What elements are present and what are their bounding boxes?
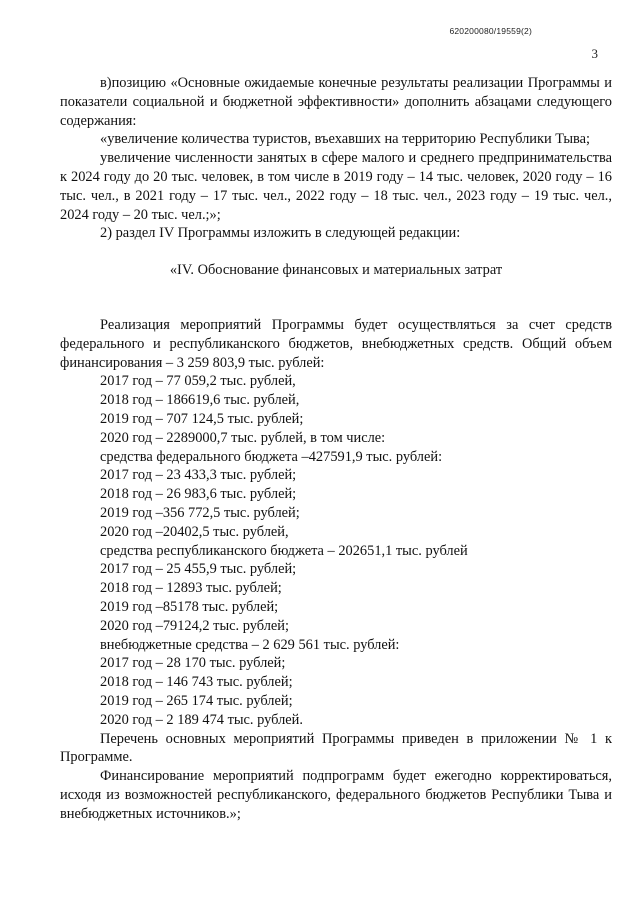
funding-line: 2020 год –79124,2 тыс. рублей; bbox=[100, 617, 289, 634]
spacer bbox=[60, 298, 612, 316]
section-heading: «IV. Обоснование финансовых и материальных затрат bbox=[169, 262, 503, 279]
paragraph-financing-adjustment: Финансирование мероприятий подпрограмм будет ежегодно корректироваться, исходя из возможностей республиканского, федерального бюджетов Республики Тыва и внебюджетных источников.»; bbox=[60, 768, 612, 822]
paragraph-appendix-reference: Перечень основных мероприятий Программы приведен в приложении № 1 к Программе. bbox=[60, 730, 612, 766]
paragraph-tourists: «увеличение количества туристов, въехавших на территорию Республики Тыва; bbox=[100, 131, 590, 148]
funding-line: 2017 год – 23 433,3 тыс. рублей; bbox=[100, 467, 297, 484]
page-number: 3 bbox=[591, 46, 598, 61]
paragraph-amendment-intro: в)позицию «Основные ожидаемые конечные результаты реализации Программы и показатели социальной и бюджетной эффективности» дополнить абзацами следующего содержания: bbox=[60, 75, 612, 129]
funding-line: 2019 год – 265 174 тыс. рублей; bbox=[100, 692, 293, 709]
funding-line: 2019 год –85178 тыс. рублей; bbox=[100, 598, 279, 615]
funding-line: средства федерального бюджета –427591,9 тыс. рублей: bbox=[100, 448, 443, 465]
funding-line: 2017 год – 25 455,9 тыс. рублей; bbox=[100, 561, 297, 578]
funding-line: 2019 год –356 772,5 тыс. рублей; bbox=[100, 504, 300, 521]
document-body bbox=[60, 74, 612, 823]
funding-line: 2019 год – 707 124,5 тыс. рублей; bbox=[100, 410, 304, 427]
funding-line: средства республиканского бюджета – 202651,1 тыс. рублей bbox=[100, 542, 468, 559]
paragraph-funding-total: Реализация мероприятий Программы будет осуществляться за счет средств федерального и республиканского бюджетов, внебюджетных средств. Общий объем финансирования – 3 259 803,9 тыс. рублей: bbox=[60, 316, 612, 371]
paragraph-section-iv: 2) раздел IV Программы изложить в следующей редакции: bbox=[100, 225, 461, 242]
funding-line: 2017 год – 77 059,2 тыс. рублей, bbox=[100, 373, 296, 390]
paragraph-employment: увеличение численности занятых в сфере малого и среднего предпринимательства к 2024 году до 20 тыс. человек, в том числе в 2019 году – 14 тыс. человек, 2020 году – 16 тыс. чел., в 2021 году – 17 тыс. чел., 2022 году – 18 тыс. чел., 2023 году – 19 тыс. чел., 2024 году – 20 тыс. чел.;»; bbox=[60, 150, 612, 223]
funding-line: 2020 год – 2289000,7 тыс. рублей, в том числе: bbox=[100, 429, 386, 446]
funding-line: 2018 год – 26 983,6 тыс. рублей; bbox=[100, 486, 297, 503]
funding-line: 2020 год – 2 189 474 тыс. рублей. bbox=[100, 711, 303, 728]
funding-line: 2018 год – 186619,6 тыс. рублей, bbox=[100, 392, 300, 409]
funding-line: 2018 год – 12893 тыс. рублей; bbox=[100, 580, 282, 597]
document-number: 620200080/19559(2) bbox=[449, 26, 532, 36]
funding-line: 2017 год – 28 170 тыс. рублей; bbox=[100, 655, 286, 672]
funding-line: 2018 год – 146 743 тыс. рублей; bbox=[100, 674, 293, 691]
funding-line: внебюджетные средства – 2 629 561 тыс. рублей: bbox=[100, 636, 400, 653]
funding-line: 2020 год –20402,5 тыс. рублей, bbox=[100, 523, 289, 540]
